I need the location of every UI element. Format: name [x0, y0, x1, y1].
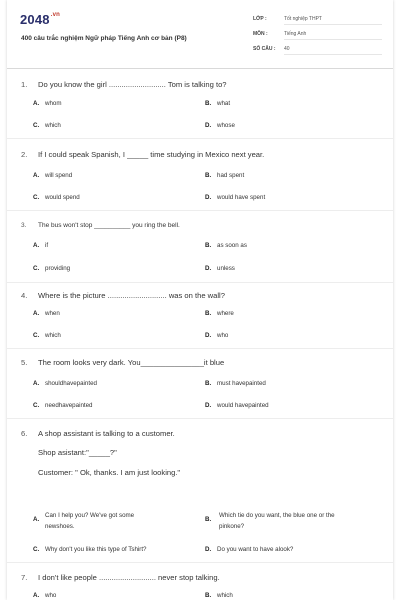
option-b[interactable]: B.: [205, 516, 212, 523]
option-a-text: Can I help you? We've got some newshoes.: [45, 512, 135, 530]
meta-key: LỚP :: [253, 16, 267, 22]
meta-key: MÔN :: [253, 31, 268, 37]
question-text: 5. The room looks very dark. You_______________it blue: [21, 358, 225, 367]
question-divider: [7, 562, 393, 563]
option-a[interactable]: A. will spend: [33, 172, 73, 179]
worksheet-page: [7, 0, 393, 600]
option-c[interactable]: C. which: [33, 332, 61, 339]
question-text: 3. The bus won't stop __________ you ring the bell.: [21, 222, 180, 229]
question-divider: [7, 418, 393, 419]
question-divider: [7, 138, 393, 139]
option-b[interactable]: B. where: [205, 310, 234, 317]
meta-subject: [253, 31, 307, 37]
question-text: 7. I don't like people ........................... never stop talking.: [21, 573, 220, 582]
option-d[interactable]: D. unless: [205, 265, 235, 272]
option-d[interactable]: D. would have spent: [205, 194, 266, 201]
option-b[interactable]: B. which: [205, 592, 233, 599]
option-a[interactable]: A.: [33, 516, 40, 523]
meta-value: Tốt nghiệp THPT: [284, 16, 382, 25]
option-b[interactable]: B. as soon as: [205, 242, 247, 249]
meta-key: SỐ CÂU :: [253, 46, 276, 52]
document-title: 400 câu trắc nghiệm Ngữ pháp Tiếng Anh cơ bản (P8): [21, 35, 187, 42]
question-text: 4. Where is the picture ............................ was on the wall?: [21, 291, 225, 300]
option-b[interactable]: B. must havepainted: [205, 380, 266, 387]
site-logo[interactable]: [20, 12, 60, 27]
question-text: 6. A shop assistant is talking to a customer.: [21, 429, 175, 438]
option-c[interactable]: C. providing: [33, 265, 71, 272]
option-a[interactable]: A. when: [33, 310, 60, 317]
option-c[interactable]: C. which: [33, 122, 61, 129]
option-c[interactable]: C. would spend: [33, 194, 80, 201]
option-a[interactable]: A. if: [33, 242, 49, 249]
option-b[interactable]: B. what: [205, 100, 231, 107]
question-divider: [7, 348, 393, 349]
option-a[interactable]: A. shouldhavepainted: [33, 380, 97, 387]
meta-count: [253, 46, 290, 52]
question-text: 1. Do you know the girl ........................... Tom is talking to?: [21, 80, 227, 89]
logo-suffix: .vn: [50, 12, 61, 18]
option-a[interactable]: A. whom: [33, 100, 62, 107]
logo-main: 2048: [20, 12, 50, 27]
option-d[interactable]: D. would havepainted: [205, 402, 269, 409]
dialogue-line-customer: Customer: " Ok, thanks. I am just looking.": [38, 468, 181, 477]
option-d[interactable]: D. who: [205, 332, 229, 339]
option-c[interactable]: C. Why don't you like this type of Tshirt?: [33, 546, 147, 553]
option-d[interactable]: D. Do you want to have alook?: [205, 546, 294, 553]
option-a[interactable]: A. who: [33, 592, 57, 599]
option-c[interactable]: C. needhavepainted: [33, 402, 93, 409]
dialogue-line-shop-assistant: Shop asistant:"_____?": [38, 448, 117, 457]
worksheet-header: [7, 0, 393, 68]
option-b-text: Which tie do you want, the blue one or the pinkone?: [219, 512, 335, 530]
option-d[interactable]: D. whose: [205, 122, 235, 129]
question-divider: [7, 282, 393, 283]
option-b[interactable]: B. had spent: [205, 172, 245, 179]
question-divider: [7, 210, 393, 211]
header-divider: [7, 68, 393, 69]
question-text: 2. If I could speak Spanish, I _____ time studying in Mexico next year.: [21, 150, 265, 159]
meta-class: [253, 16, 322, 22]
meta-value: 40: [284, 46, 382, 55]
meta-value: Tiếng Anh: [284, 31, 382, 40]
